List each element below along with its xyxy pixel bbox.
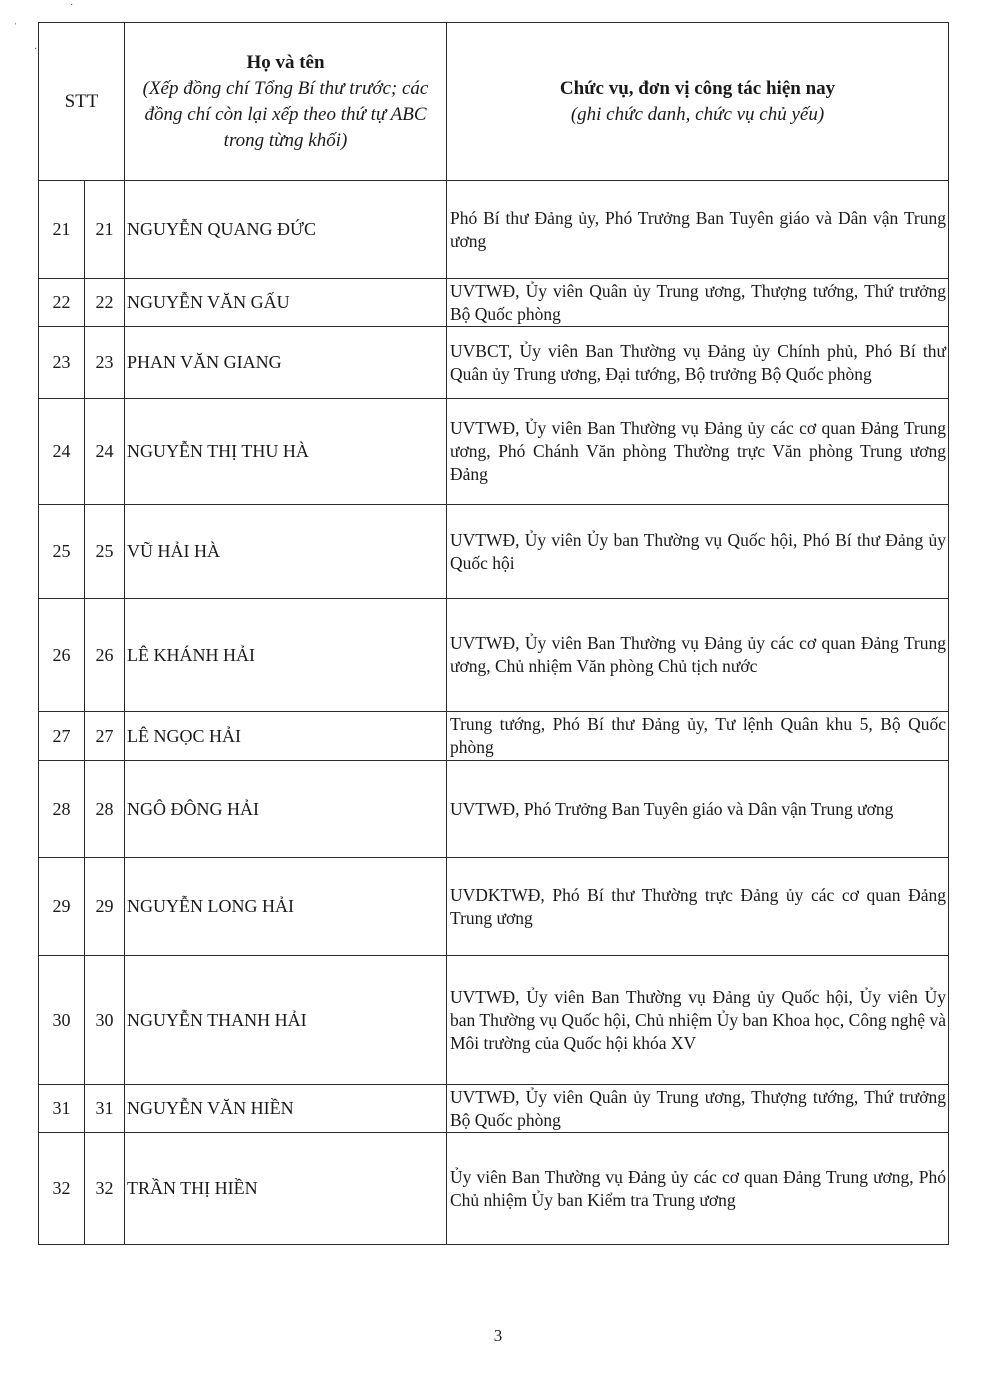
- official-name: NGUYỄN THỊ THU HÀ: [125, 399, 447, 505]
- row-index-sub: 21: [85, 181, 125, 279]
- official-role: Phó Bí thư Đảng ủy, Phó Trưởng Ban Tuyên giáo và Dân vận Trung ương: [447, 181, 949, 279]
- row-index: 30: [39, 956, 85, 1085]
- table-row: [39, 399, 949, 505]
- official-role: UVBCT, Ủy viên Ban Thường vụ Đảng ủy Chính phủ, Phó Bí thư Quân ủy Trung ương, Đại tướng, Bộ trưởng Bộ Quốc phòng: [447, 327, 949, 399]
- row-index: 26: [39, 599, 85, 712]
- row-index: 27: [39, 712, 85, 761]
- row-index-sub: 31: [85, 1085, 125, 1133]
- header-name-note: (Xếp đồng chí Tổng Bí thư trước; các đồng chí còn lại xếp theo thứ tự ABC trong từng khối): [142, 77, 429, 151]
- scan-speck: ˌ: [14, 14, 18, 25]
- table-row: [39, 956, 949, 1085]
- table-row: [39, 505, 949, 599]
- official-role: UVTWĐ, Ủy viên Quân ủy Trung ương, Thượng tướng, Thứ trưởng Bộ Quốc phòng: [447, 1085, 949, 1133]
- row-index-sub: 25: [85, 505, 125, 599]
- official-role: UVTWĐ, Ủy viên Ủy ban Thường vụ Quốc hội, Phó Bí thư Đảng ủy Quốc hội: [447, 505, 949, 599]
- table-row: [39, 858, 949, 956]
- row-index: 25: [39, 505, 85, 599]
- header-stt: STT: [39, 23, 125, 181]
- official-name: NGUYỄN VĂN GẤU: [125, 279, 447, 327]
- scan-speck: ·: [34, 44, 38, 55]
- row-index: 28: [39, 761, 85, 858]
- official-role: UVTWĐ, Ủy viên Ban Thường vụ Đảng ủy Quốc hội, Ủy viên Ủy ban Thường vụ Quốc hội, Chủ nhiệm Ủy ban Khoa học, Công nghệ và Môi trường của Quốc hội khóa XV: [447, 956, 949, 1085]
- official-name: TRẦN THỊ HIỀN: [125, 1133, 447, 1245]
- officials-table: [38, 22, 949, 1245]
- header-name-title: Họ và tên: [246, 51, 325, 73]
- row-index-sub: 27: [85, 712, 125, 761]
- official-name: NGUYỄN QUANG ĐỨC: [125, 181, 447, 279]
- table-header-row: [39, 23, 949, 181]
- header-role-note: (ghi chức danh, chức vụ chủ yếu): [570, 103, 825, 125]
- row-index: 31: [39, 1085, 85, 1133]
- row-index-sub: 23: [85, 327, 125, 399]
- table-row: [39, 1133, 949, 1245]
- row-index-sub: 30: [85, 956, 125, 1085]
- official-name: NGUYỄN LONG HẢI: [125, 858, 447, 956]
- row-index: 29: [39, 858, 85, 956]
- header-role: [447, 23, 949, 181]
- table-row: [39, 599, 949, 712]
- official-role: UVTWĐ, Ủy viên Ban Thường vụ Đảng ủy các cơ quan Đảng Trung ương, Chủ nhiệm Văn phòng Chủ tịch nước: [447, 599, 949, 712]
- row-index-sub: 26: [85, 599, 125, 712]
- header-role-title: Chức vụ, đơn vị công tác hiện nay: [559, 77, 836, 99]
- scan-speck: ·: [70, 0, 74, 11]
- table-row: [39, 327, 949, 399]
- official-role: UVTWĐ, Phó Trưởng Ban Tuyên giáo và Dân vận Trung ương: [447, 761, 949, 858]
- official-name: LÊ NGỌC HẢI: [125, 712, 447, 761]
- official-role: UVDKTWĐ, Phó Bí thư Thường trực Đảng ủy các cơ quan Đảng Trung ương: [447, 858, 949, 956]
- row-index-sub: 29: [85, 858, 125, 956]
- official-name: VŨ HẢI HÀ: [125, 505, 447, 599]
- table-row: [39, 279, 949, 327]
- official-role: UVTWĐ, Ủy viên Ban Thường vụ Đảng ủy các cơ quan Đảng Trung ương, Phó Chánh Văn phòng Thường trực Văn phòng Trung ương Đảng: [447, 399, 949, 505]
- page-number: 3: [493, 1326, 503, 1345]
- official-name: NGÔ ĐÔNG HẢI: [125, 761, 447, 858]
- official-name: NGUYỄN THANH HẢI: [125, 956, 447, 1085]
- official-role: UVTWĐ, Ủy viên Quân ủy Trung ương, Thượng tướng, Thứ trưởng Bộ Quốc phòng: [447, 279, 949, 327]
- row-index-sub: 28: [85, 761, 125, 858]
- header-name: [125, 23, 447, 181]
- row-index: 23: [39, 327, 85, 399]
- official-role: Trung tướng, Phó Bí thư Đảng ủy, Tư lệnh Quân khu 5, Bộ Quốc phòng: [447, 712, 949, 761]
- table-row: [39, 181, 949, 279]
- table-row: [39, 761, 949, 858]
- official-name: NGUYỄN VĂN HIỀN: [125, 1085, 447, 1133]
- row-index: 32: [39, 1133, 85, 1245]
- row-index-sub: 24: [85, 399, 125, 505]
- row-index-sub: 22: [85, 279, 125, 327]
- official-name: PHAN VĂN GIANG: [125, 327, 447, 399]
- table-row: [39, 1085, 949, 1133]
- official-name: LÊ KHÁNH HẢI: [125, 599, 447, 712]
- row-index: 21: [39, 181, 85, 279]
- row-index: 22: [39, 279, 85, 327]
- row-index: 24: [39, 399, 85, 505]
- row-index-sub: 32: [85, 1133, 125, 1245]
- official-role: Ủy viên Ban Thường vụ Đảng ủy các cơ quan Đảng Trung ương, Phó Chủ nhiệm Ủy ban Kiểm tra Trung ương: [447, 1133, 949, 1245]
- table-row: [39, 712, 949, 761]
